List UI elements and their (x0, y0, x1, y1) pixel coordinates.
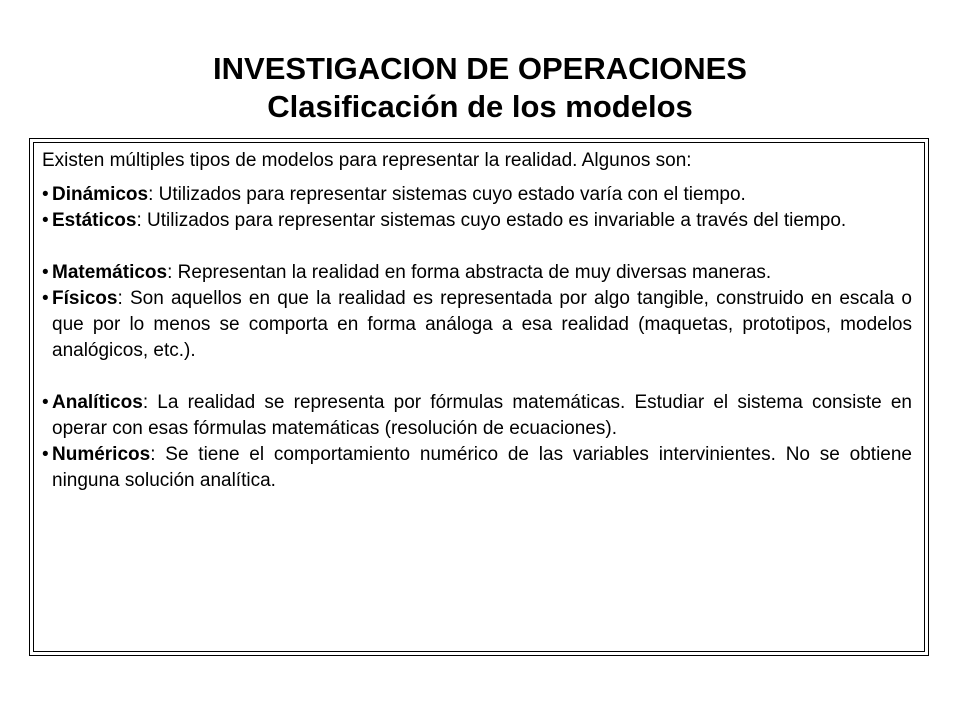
list-item-matematicos (42, 260, 912, 286)
list-item-fisicos (42, 286, 912, 364)
page-title: INVESTIGACION DE OPERACIONES (213, 51, 747, 86)
bullet-marker: • (42, 262, 49, 283)
item-term: Matemáticos (52, 262, 168, 283)
page-subtitle: Clasificación de los modelos (267, 89, 693, 124)
item-text: : Utilizados para representar sistemas cuyo estado es invariable a través del tiempo. (136, 210, 847, 231)
item-term: Dinámicos (52, 184, 149, 205)
list-item-numericos (42, 442, 912, 494)
bullet-marker: • (42, 184, 49, 205)
item-term: Numéricos (52, 444, 151, 465)
list-item-dinamicos (42, 182, 912, 208)
bullet-marker: • (42, 392, 49, 413)
item-term: Físicos (52, 288, 118, 309)
spacer (42, 364, 912, 390)
item-text: : Se tiene el comportamiento numérico de las variables intervinientes. No se obtiene ninguna solución analítica. (52, 444, 912, 491)
bullet-marker: • (42, 444, 49, 465)
slide-header (0, 50, 960, 126)
item-text: : Representan la realidad en forma abstracta de muy diversas maneras. (167, 262, 772, 283)
list-item-analiticos (42, 390, 912, 442)
content-body (42, 148, 912, 494)
item-text: : La realidad se representa por fórmulas matemáticas. Estudiar el sistema consiste en operar con esas fórmulas matemáticas (resolución de ecuaciones). (52, 392, 912, 439)
item-term: Estáticos (52, 210, 137, 231)
item-text: : Utilizados para representar sistemas cuyo estado varía con el tiempo. (148, 184, 746, 205)
bullet-marker: • (42, 210, 49, 231)
list-item-estaticos (42, 208, 912, 234)
bullet-marker: • (42, 288, 49, 309)
item-term: Analíticos (52, 392, 143, 413)
item-text: : Son aquellos en que la realidad es representada por algo tangible, construido en escala o que por lo menos se comporta en forma análoga a esa realidad (maquetas, prototipos, modelos analógicos, etc.). (52, 288, 912, 361)
spacer (42, 234, 912, 260)
intro-text: Existen múltiples tipos de modelos para representar la realidad. Algunos son: (42, 150, 692, 171)
